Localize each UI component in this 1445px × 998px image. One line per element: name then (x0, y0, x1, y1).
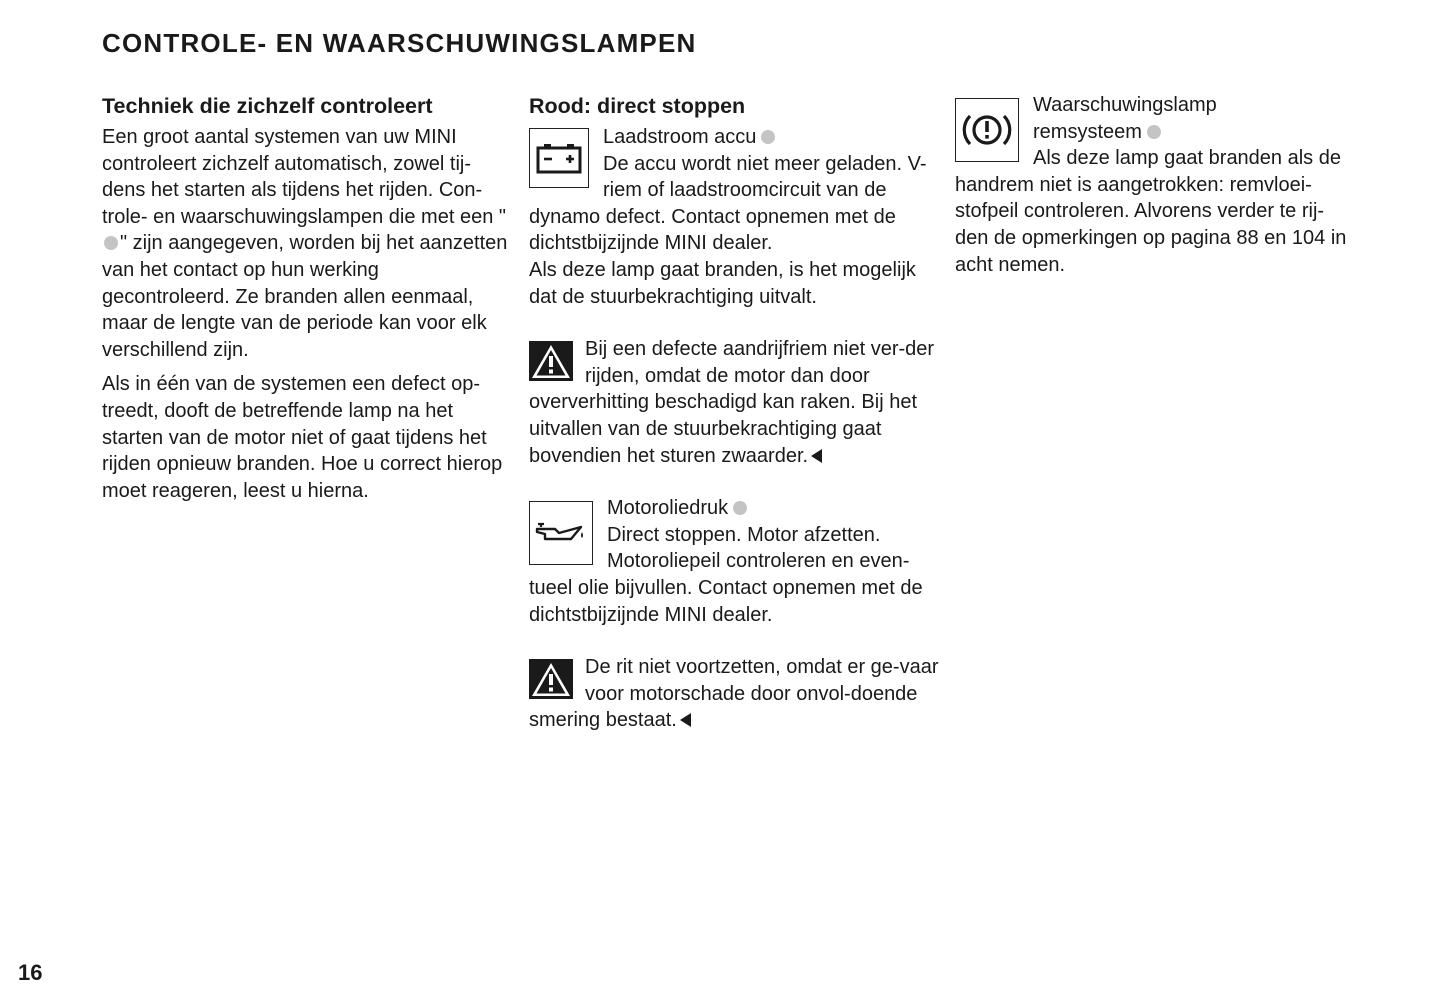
belt-warning-text-line (529, 336, 939, 469)
self-check-paragraph-2: Als in één van de systemen een defect op-treedt, dooft de betreffende lamp na het starten van de motor niet of gaat tijdens het rijden opnieuw branden. Hoe u correct hierop moet reageren, leest u hierna. (102, 373, 503, 502)
oil-section (529, 495, 939, 628)
self-check-heading: Techniek die zichzelf controleert (102, 94, 433, 118)
brake-title-2: remsysteem (1033, 120, 1142, 143)
warning-triangle-icon (529, 341, 573, 381)
oil-text: Direct stoppen. Motor afzetten. Motoroliepeil controleren en even-tueel olie bijvullen. Contact opnemen met de dichtstbijzijnde MINI dealer. (529, 523, 923, 626)
end-marker-icon (680, 713, 691, 727)
battery-text: De accu wordt niet meer geladen. V-riem of laadstroomcircuit van de dynamo defect. Contact opnemen met de dichtstbijzijnde MINI dealer. (529, 152, 927, 255)
battery-section (529, 124, 939, 310)
belt-warning (529, 336, 939, 469)
lubrication-warning (529, 654, 939, 734)
self-check-text-after-dot: " zijn aangegeven, worden bij het aanzetten van het contact op hun werking gecontroleerd. Ze branden allen eenmaal, maar de lengte van de periode kan voor elk verschillend zijn. (102, 232, 508, 361)
grey-dot-icon (1147, 125, 1161, 139)
grey-dot-icon (733, 501, 747, 515)
page-title: CONTROLE- EN WAARSCHUWINGSLAMPEN (102, 28, 697, 58)
lubrication-warning-text: De rit niet voortzetten, omdat er ge-vaar voor motorschade door onvol-doende smering bestaat. (529, 656, 939, 732)
page-number: 16 (18, 960, 43, 985)
column-self-check (102, 92, 512, 504)
belt-warning-text: Bij een defecte aandrijfriem niet ver-der rijden, omdat de motor dan door oververhitting beschadigd kan raken. Bij het uitvallen van de stuurbekrachtiging gaat bovendien het sturen zwaarder. (529, 338, 935, 467)
column-brake (955, 92, 1355, 278)
battery-title: Laadstroom accu (603, 126, 757, 148)
brake-section (955, 92, 1355, 278)
grey-dot-icon (104, 236, 118, 250)
grey-dot-icon (761, 130, 775, 144)
red-stop-heading: Rood: direct stoppen (529, 94, 746, 118)
oil-title: Motoroliedruk (607, 497, 729, 520)
battery-icon (529, 128, 589, 188)
warning-triangle-icon (529, 659, 573, 699)
brake-text: Als deze lamp gaat branden als de handrem niet is aangetrokken: remvloei-stofpeil controleren. Alvorens verder te rij-den de opmerkingen op pagina 88 en 104 in acht nemen. (955, 147, 1347, 276)
battery-title-line (529, 124, 939, 151)
brake-warning-icon (955, 98, 1019, 162)
column-red-stop (529, 92, 939, 734)
battery-text-2: Als deze lamp gaat branden, is het mogelijk dat de stuurbekrachtiging uitvalt. (529, 258, 916, 308)
oil-can-icon (529, 501, 593, 565)
end-marker-icon (811, 449, 822, 463)
self-check-text-before-dot: Een groot aantal systemen van uw MINI controleert zichzelf automatisch, zowel tij-dens het starten als tijdens het rijden. Con-trole- en waarschuwingslampen die met een " (102, 126, 506, 228)
self-check-paragraph-1 (102, 124, 512, 363)
brake-title-line-1: Waarschuwingslamp (1033, 94, 1217, 116)
lubrication-warning-text-line (529, 654, 939, 734)
